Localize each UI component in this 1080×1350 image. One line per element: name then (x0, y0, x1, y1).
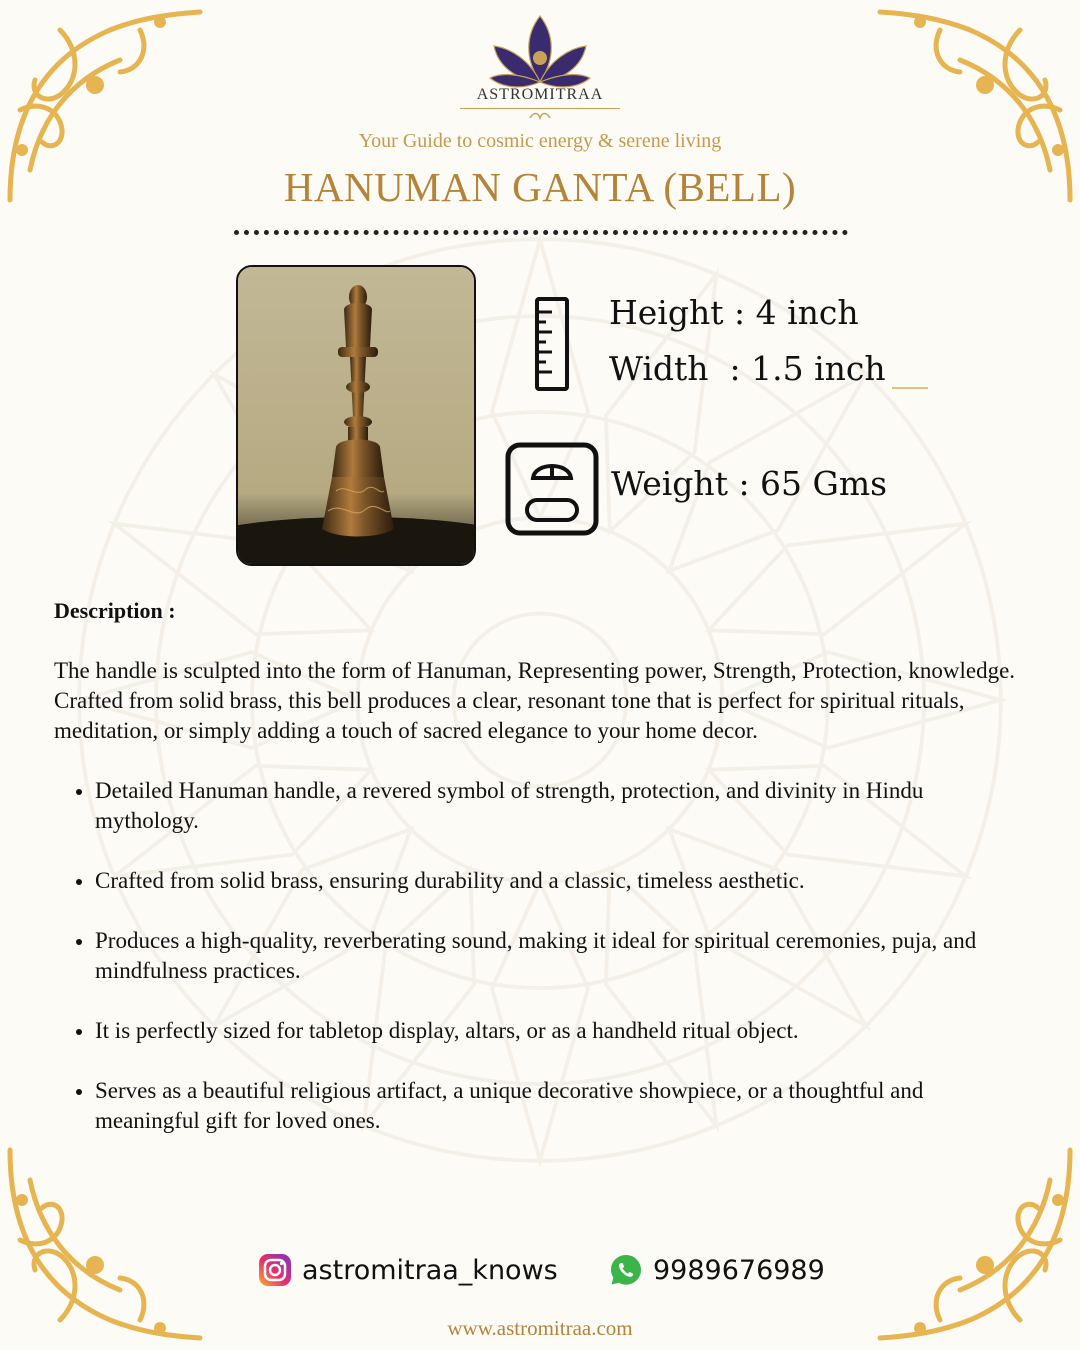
weighing-scale-icon (505, 442, 599, 536)
feature-list (54, 776, 1024, 1166)
instagram-handle: astromitraa_knows (302, 1254, 558, 1286)
instagram-icon (258, 1253, 292, 1287)
whatsapp-contact[interactable] (609, 1252, 825, 1288)
brand-name: ASTROMITRAA (476, 86, 604, 103)
product-title: HANUMAN GANTA (BELL) (283, 164, 797, 210)
website-link[interactable]: www.astromitraa.com (447, 1316, 633, 1340)
list-item: Serves as a beautiful religious artifact, a unique decorative showpiece, or a thoughtful and meaningful gift for loved ones. (54, 1076, 1024, 1136)
brand-underline (460, 108, 620, 109)
spec-weight: Weight : 65 Gms (611, 464, 888, 503)
whatsapp-number: 9989676989 (653, 1254, 825, 1286)
list-item: It is perfectly sized for tabletop display, altars, or as a handheld ritual object. (54, 1016, 1024, 1046)
list-item: Crafted from solid brass, ensuring durability and a classic, timeless aesthetic. (54, 866, 1024, 896)
spec-width: Width : 1.5 inch (609, 349, 886, 388)
lotus-logo-icon (468, 8, 612, 130)
list-item: Produces a high-quality, reverberating sound, making it ideal for spiritual ceremonies, puja, and mindfulness practices. (54, 926, 1024, 986)
ruler-icon (534, 296, 570, 392)
product-photo (236, 265, 476, 566)
whatsapp-icon (609, 1253, 643, 1287)
spec-height: Height : 4 inch (609, 293, 859, 332)
tagline: Your Guide to cosmic energy & serene living (358, 130, 722, 152)
decorative-dash (892, 387, 928, 389)
instagram-contact[interactable] (258, 1252, 558, 1288)
title-divider (234, 230, 848, 235)
description-body: The handle is sculpted into the form of Hanuman, Representing power, Strength, Protection, knowledge. Crafted from solid brass, this bell produces a clear, resonant tone that is perfect for spiritual rituals, meditation, or simply adding a touch of sacred elegance to your home decor. (54, 658, 1016, 743)
list-item: Detailed Hanuman handle, a revered symbol of strength, protection, and divinity in Hindu mythology. (54, 776, 1024, 836)
description-heading: Description : (54, 598, 176, 623)
